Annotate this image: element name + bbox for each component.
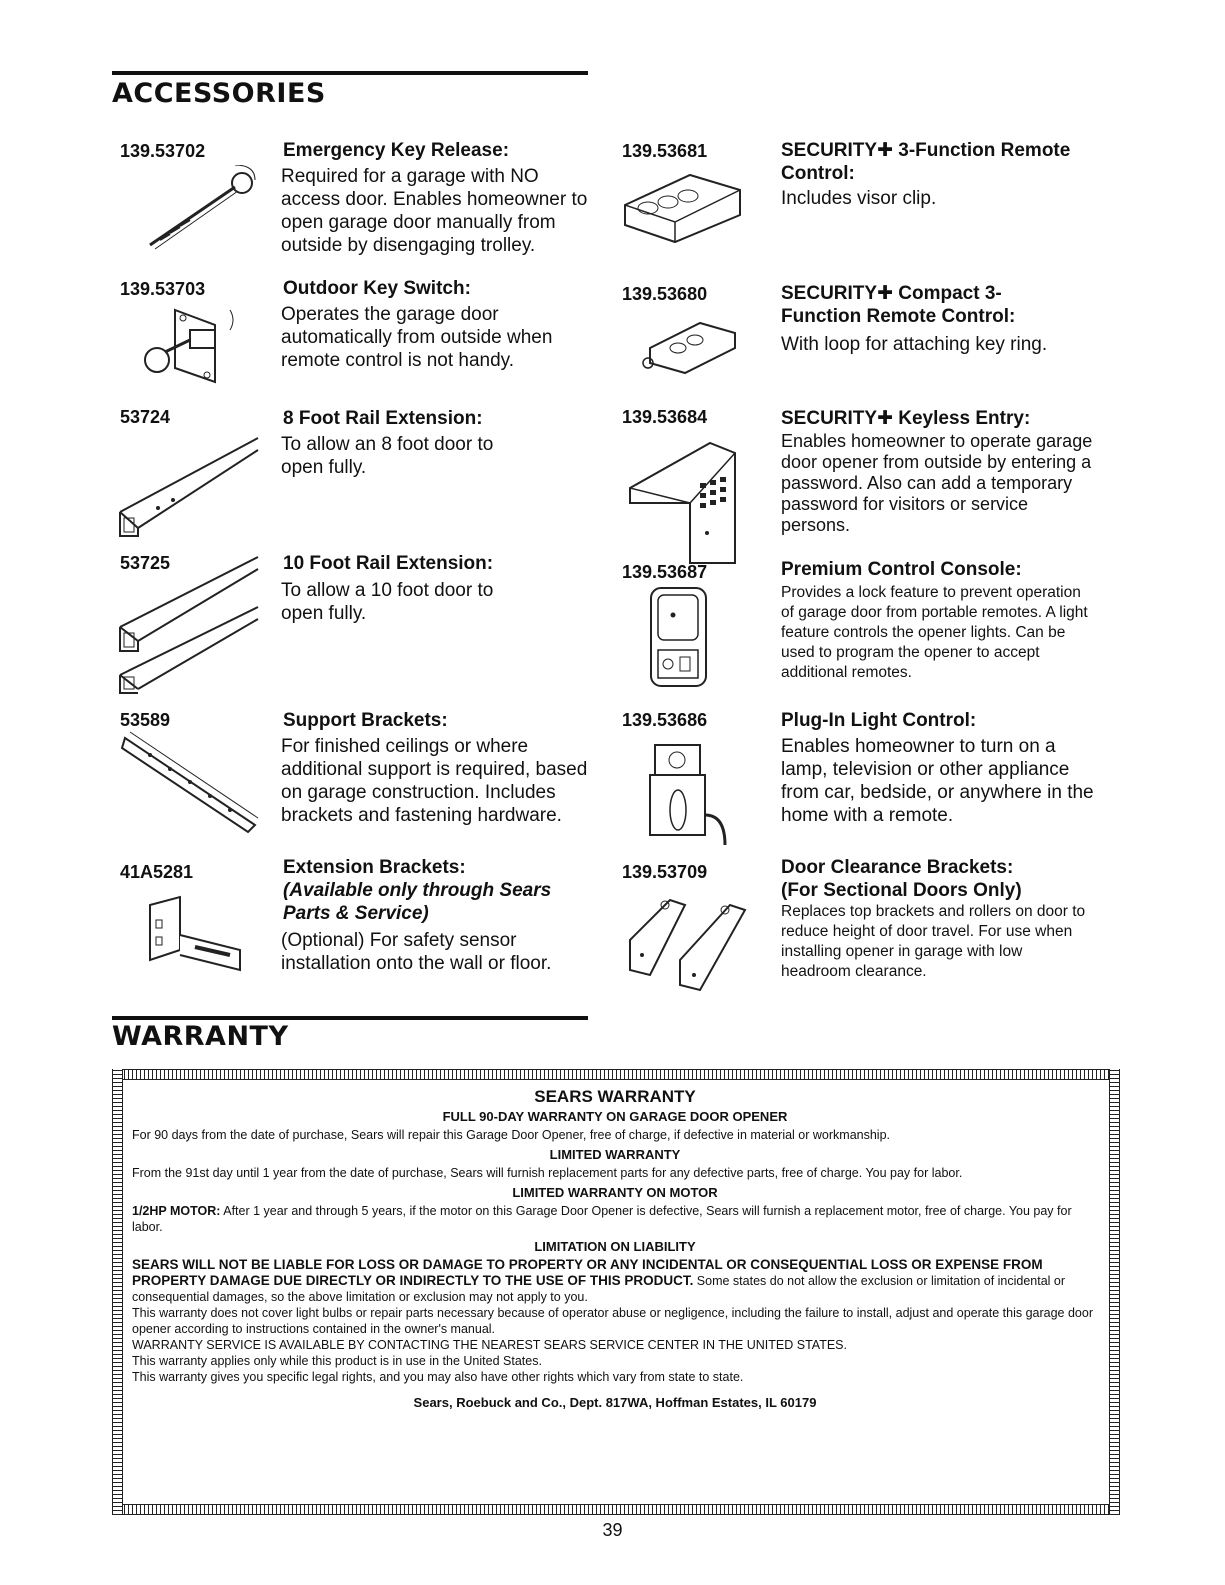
accessory-description: Provides a lock feature to prevent operation of garage door from portable remotes. A light feature controls the opener lights. Can be used to program the opener to accept additional remotes. xyxy=(781,584,1088,681)
accessory-title: Plug-In Light Control: xyxy=(781,710,977,731)
emergency-key-release-icon xyxy=(140,165,270,255)
part-number: 53725 xyxy=(120,553,171,573)
accessory-title: Door Clearance Brackets: (For Sectional Doors Only) xyxy=(781,856,1081,902)
part-number: 139.53684 xyxy=(622,407,708,427)
keypad-icon xyxy=(625,438,745,568)
decorative-border-left xyxy=(112,1069,123,1515)
accessory-title: Emergency Key Release: xyxy=(283,140,510,161)
warranty-motor-paragraph: 1/2HP MOTOR: After 1 year and through 5 years, if the motor on this Garage Door Opener is defective, Sears will furnish a replacement motor, free of charge. You pay for labor. xyxy=(132,1204,1072,1234)
part-number: 53724 xyxy=(120,407,171,427)
part-number: 139.53680 xyxy=(622,284,708,304)
decorative-border-right xyxy=(1109,1069,1120,1515)
warranty-heading: WARRANTY xyxy=(112,1021,289,1052)
extension-bracket-icon xyxy=(140,895,250,975)
warranty-rights-text: This warranty gives you specific legal rights, and you may also have other rights which vary from state to state. xyxy=(132,1370,744,1384)
accessory-title: SECURITY✚ Keyless Entry: xyxy=(781,408,1031,429)
accessory-title: SECURITY✚ 3-Function Remote Control: xyxy=(781,140,1071,184)
warranty-applies-text: This warranty applies only while this product is in use in the United States. xyxy=(132,1354,542,1368)
accessory-description: (Optional) For safety sensor installation onto the wall or floor. xyxy=(281,930,552,974)
accessory-title: Outdoor Key Switch: xyxy=(283,278,471,299)
warranty-title: SEARS WARRANTY xyxy=(534,1087,696,1106)
warranty-full-heading: FULL 90-DAY WARRANTY ON GARAGE DOOR OPENER xyxy=(442,1109,788,1124)
warranty-limited-text: From the 91st day until 1 year from the date of purchase, Sears will furnish replacement parts for any defective parts, free of charge. You pay for labor. xyxy=(132,1166,963,1180)
accessory-title: Extension Brackets: (Available only through Sears Parts & Service) xyxy=(283,856,583,925)
control-console-icon xyxy=(648,585,713,690)
decorative-border-bottom xyxy=(112,1504,1120,1515)
warranty-service-text: WARRANTY SERVICE IS AVAILABLE BY CONTACTING THE NEAREST SEARS SERVICE CENTER IN THE UNITED STATES. xyxy=(132,1338,847,1352)
compact-remote-icon xyxy=(640,318,740,378)
part-number: 139.53709 xyxy=(622,862,708,882)
heading-rule xyxy=(112,71,588,75)
accessory-description: Required for a garage with NO access door. Enables homeowner to open garage door manually from outside by disengaging trolley. xyxy=(281,166,588,256)
part-number: 139.53703 xyxy=(120,279,206,299)
accessory-description: To allow a 10 foot door to open fully. xyxy=(281,580,494,624)
part-number: 139.53687 xyxy=(622,562,708,582)
plug-in-light-control-icon xyxy=(640,740,735,850)
accessory-description: For finished ceilings or where additional support is required, based on garage construction. Includes brackets and fastening hardware. xyxy=(281,736,588,826)
accessory-description: To allow an 8 foot door to open fully. xyxy=(281,434,494,478)
accessory-title: Premium Control Console: xyxy=(781,559,1022,580)
warranty-coverage-text: This warranty does not cover light bulbs or repair parts necessary because of operator abuse or negligence, including the failure to install, adjust and operate this garage door opener according to instructions contained in the owner's manual. xyxy=(132,1306,1093,1336)
page-number: 39 xyxy=(602,1520,623,1540)
part-number: 53589 xyxy=(120,710,171,730)
warranty-box xyxy=(112,1069,1120,1515)
part-number: 41A5281 xyxy=(120,862,194,882)
warranty-full-text: For 90 days from the date of purchase, Sears will repair this Garage Door Opener, free of charge, if defective in material or workmanship. xyxy=(132,1128,890,1142)
part-number: 139.53686 xyxy=(622,710,708,730)
accessory-title: 8 Foot Rail Extension: xyxy=(283,408,483,429)
warranty-footer-address: Sears, Roebuck and Co., Dept. 817WA, Hoffman Estates, IL 60179 xyxy=(413,1395,817,1410)
part-number: 139.53681 xyxy=(622,141,708,161)
accessory-subtitle: (For Sectional Doors Only) xyxy=(781,880,1022,901)
decorative-border-top xyxy=(112,1069,1120,1080)
warranty-content xyxy=(132,1089,1098,1411)
part-number: 139.53702 xyxy=(120,141,206,161)
accessory-description: Enables homeowner to operate garage door opener from outside by entering a password. Also can add a temporary password for visitors or service persons. xyxy=(781,431,1093,535)
accessory-subtitle: (Available only through Sears Parts & Service) xyxy=(283,880,552,924)
remote-control-icon xyxy=(620,170,750,250)
accessory-title: SECURITY✚ Compact 3-Function Remote Control: xyxy=(781,283,1016,327)
accessory-title: Support Brackets: xyxy=(283,710,448,731)
support-bracket-icon xyxy=(120,730,260,835)
accessory-description: With loop for attaching key ring. xyxy=(781,334,1048,355)
rail-extension-icon xyxy=(118,430,263,540)
accessory-description: Enables homeowner to turn on a lamp, television or other appliance from car, bedside, or anywhere in the home with a remote. xyxy=(781,736,1094,826)
warranty-motor-heading: LIMITED WARRANTY ON MOTOR xyxy=(512,1185,718,1200)
rail-extension-long-icon xyxy=(118,555,263,695)
warranty-liability-paragraph: SEARS WILL NOT BE LIABLE FOR LOSS OR DAMAGE TO PROPERTY OR ANY INCIDENTAL OR CONSEQUENTIAL LOSS OR EXPENSE FROM PROPERTY DAMAGE DUE DIRECTLY OR INDIRECTLY TO THE USE OF THIS PRODUCT. Some states do not allow the exclusion or limitation of incidental or consequential damages, so the above limitation or exclusion may not apply to you. xyxy=(132,1257,1066,1304)
accessory-description: Includes visor clip. xyxy=(781,188,937,209)
outdoor-key-switch-icon xyxy=(135,300,260,385)
accessories-heading: ACCESSORIES xyxy=(112,78,326,109)
accessory-description: Replaces top brackets and rollers on door to reduce height of door travel. For use when installing opener in garage with low headroom clearance. xyxy=(781,903,1086,980)
accessory-title: 10 Foot Rail Extension: xyxy=(283,553,494,574)
heading-rule xyxy=(112,1016,588,1020)
warranty-limited-heading: LIMITED WARRANTY xyxy=(549,1147,681,1162)
accessory-description: Operates the garage door automatically from outside when remote control is not handy. xyxy=(281,304,553,371)
warranty-liability-heading: LIMITATION ON LIABILITY xyxy=(534,1239,696,1254)
door-clearance-bracket-icon xyxy=(620,885,755,995)
